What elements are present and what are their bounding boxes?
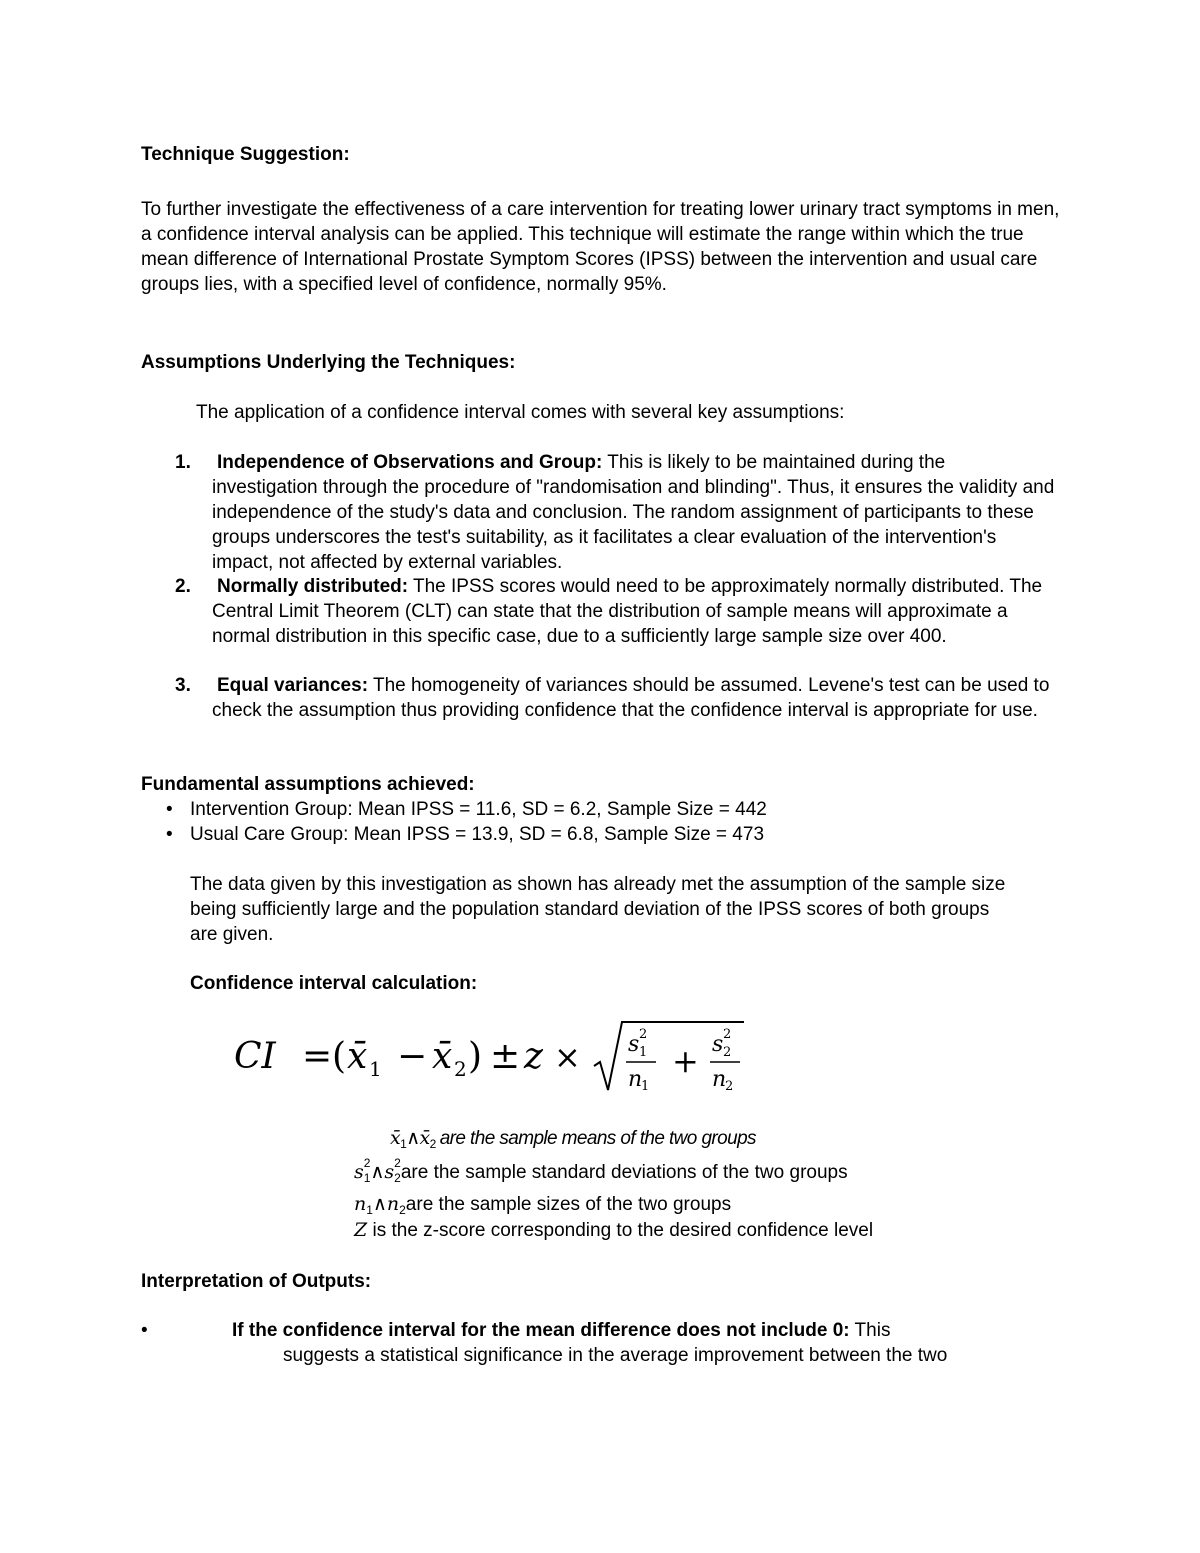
legend-sub: 1 [363,1171,371,1185]
formula-lhs: CI [234,1036,276,1077]
bullet-dot: • [166,824,173,845]
frac1-den-n: n [628,1067,643,1092]
assumption-number: 1. [175,452,191,473]
frac1-num-s: s [628,1032,640,1057]
legend-symbol: s [384,1161,395,1183]
formula-minus: − [397,1036,428,1077]
legend-sub: 1 [400,1137,407,1151]
legend-sub: 2 [394,1171,401,1185]
legend-symbol: Z [354,1219,368,1241]
formula-open-paren: ( [332,1036,347,1077]
ci-heading: Confidence interval calculation: [190,973,478,994]
frac1-num-sup: 2 [639,1027,648,1042]
legend-text: are the sample standard deviations of the two groups [400,1162,848,1183]
interpretation-bullet-dot: • [141,1320,148,1341]
formula-x2: x̄ [432,1036,453,1077]
assumption-item-3 [175,673,1055,723]
legend-sd [354,1156,954,1191]
fundamental-bullet-1 [166,797,1066,822]
fundamental-heading: Fundamental assumptions achieved: [141,774,475,795]
assumption-title: Independence of Observations and Group: [217,452,603,473]
frac1-den-sub: 1 [641,1079,650,1094]
frac2-den-sub: 2 [725,1079,734,1094]
legend-sub: 1 [366,1203,373,1217]
formula-plus: + [672,1042,699,1080]
technique-paragraph: To further investigate the effectiveness of a care intervention for treating lower urinary tract symptoms in men, a confidence interval analysis can be applied. This technique will estimate the range within which the true mean difference of International Prostate Symptom Scores (IPSS) between the intervention and usual care groups lies, with a specified level of confidence, normally 95%. [141,199,1060,295]
legend-sup: 2 [394,1156,401,1170]
legend-text: are the sample means of the two groups [439,1128,756,1149]
frac2-num-sup: 2 [723,1027,732,1042]
formula-x1-sub: 1 [369,1057,382,1081]
assumptions-intro: The application of a confidence interval comes with several key assumptions: [196,402,845,423]
legend-sup: 2 [363,1156,371,1170]
interpretation-item-line2: suggests a statistical significance in the average improvement between the two [283,1345,948,1366]
legend-sub: 2 [429,1137,436,1151]
fundamental-bullet-2 [166,822,1066,847]
bullet-text: Usual Care Group: Mean IPSS = 13.9, SD = 6.8, Sample Size = 473 [190,824,765,845]
formula-close-paren: ) [468,1036,483,1077]
legend-op: ∧ [372,1193,387,1215]
frac2-num-sub: 2 [723,1045,732,1060]
assumption-title: Equal variances: [217,675,369,696]
ci-formula [232,1018,762,1098]
assumption-item-2 [175,574,1055,649]
formula-pm: ± [490,1036,521,1077]
assumption-text: The homogeneity of variances should be assumed. Levene's test can be used to check the assumption thus providing confidence that the confidence interval is appropriate for use. [212,675,1050,721]
legend-symbol: n [354,1193,367,1215]
bullet-text: Intervention Group: Mean IPSS = 11.6, SD = 6.2, Sample Size = 442 [190,799,767,820]
assumption-title: Normally distributed: [217,576,409,597]
technique-heading: Technique Suggestion: [141,144,350,165]
ci-formula-graphic [232,1018,762,1098]
assumption-text: The IPSS scores would need to be approximately normally distributed. The Central Limit Theorem (CLT) can state that the distribution of sample means will approximate a normal distribution in this specific case, due to a sufficiently large sample size over 400. [212,576,1043,647]
assumption-number: 3. [175,675,191,696]
legend-text: are the sample sizes of the two groups [405,1194,732,1215]
frac2-den-n: n [712,1067,727,1092]
interpretation-item-line1 [232,1318,1062,1343]
legend-op: ∧ [406,1127,420,1149]
fundamental-paragraph: The data given by this investigation as shown has already met the assumption of the sample size being sufficiently large and the population standard deviation of the IPSS scores of both groups are given. [190,874,1006,945]
legend-means [390,1126,990,1157]
legend-symbol: n [386,1193,400,1215]
formula-eq: = [302,1036,333,1077]
assumption-number: 2. [175,576,191,597]
assumption-text: This is likely to be maintained during the investigation through the procedure of "randomisation and blinding". Thus, it ensures the validity and independence of the study's data and conclusion. The random assignment of participants to these groups underscores the test's suitability, as it facilitates a clear evaluation of the intervention's impact, not affected by external variables. [212,452,1055,573]
assumption-item-1 [175,450,1055,575]
frac2-num-s: s [712,1032,724,1057]
formula-x1: x̄ [347,1036,368,1077]
formula-x2-sub: 2 [454,1057,467,1081]
bullet-dot: • [166,799,173,820]
legend-op: ∧ [370,1161,385,1183]
legend-sub: 2 [399,1203,406,1217]
legend-symbol: s [354,1161,364,1183]
frac1-num-sub: 1 [639,1045,648,1060]
assumptions-heading: Assumptions Underlying the Techniques: [141,352,516,373]
legend-symbol: x̄ [390,1127,401,1149]
interpretation-heading: Interpretation of Outputs: [141,1271,372,1292]
legend-text: is the z-score corresponding to the desired confidence level [367,1220,874,1241]
formula-times: × [554,1038,581,1076]
legend-symbol: x̄ [419,1127,430,1149]
formula-z: z [524,1036,543,1077]
interpretation-bold: If the confidence interval for the mean difference does not include 0: [232,1320,850,1341]
legend-z [354,1218,974,1243]
interpretation-text: This [849,1320,891,1341]
